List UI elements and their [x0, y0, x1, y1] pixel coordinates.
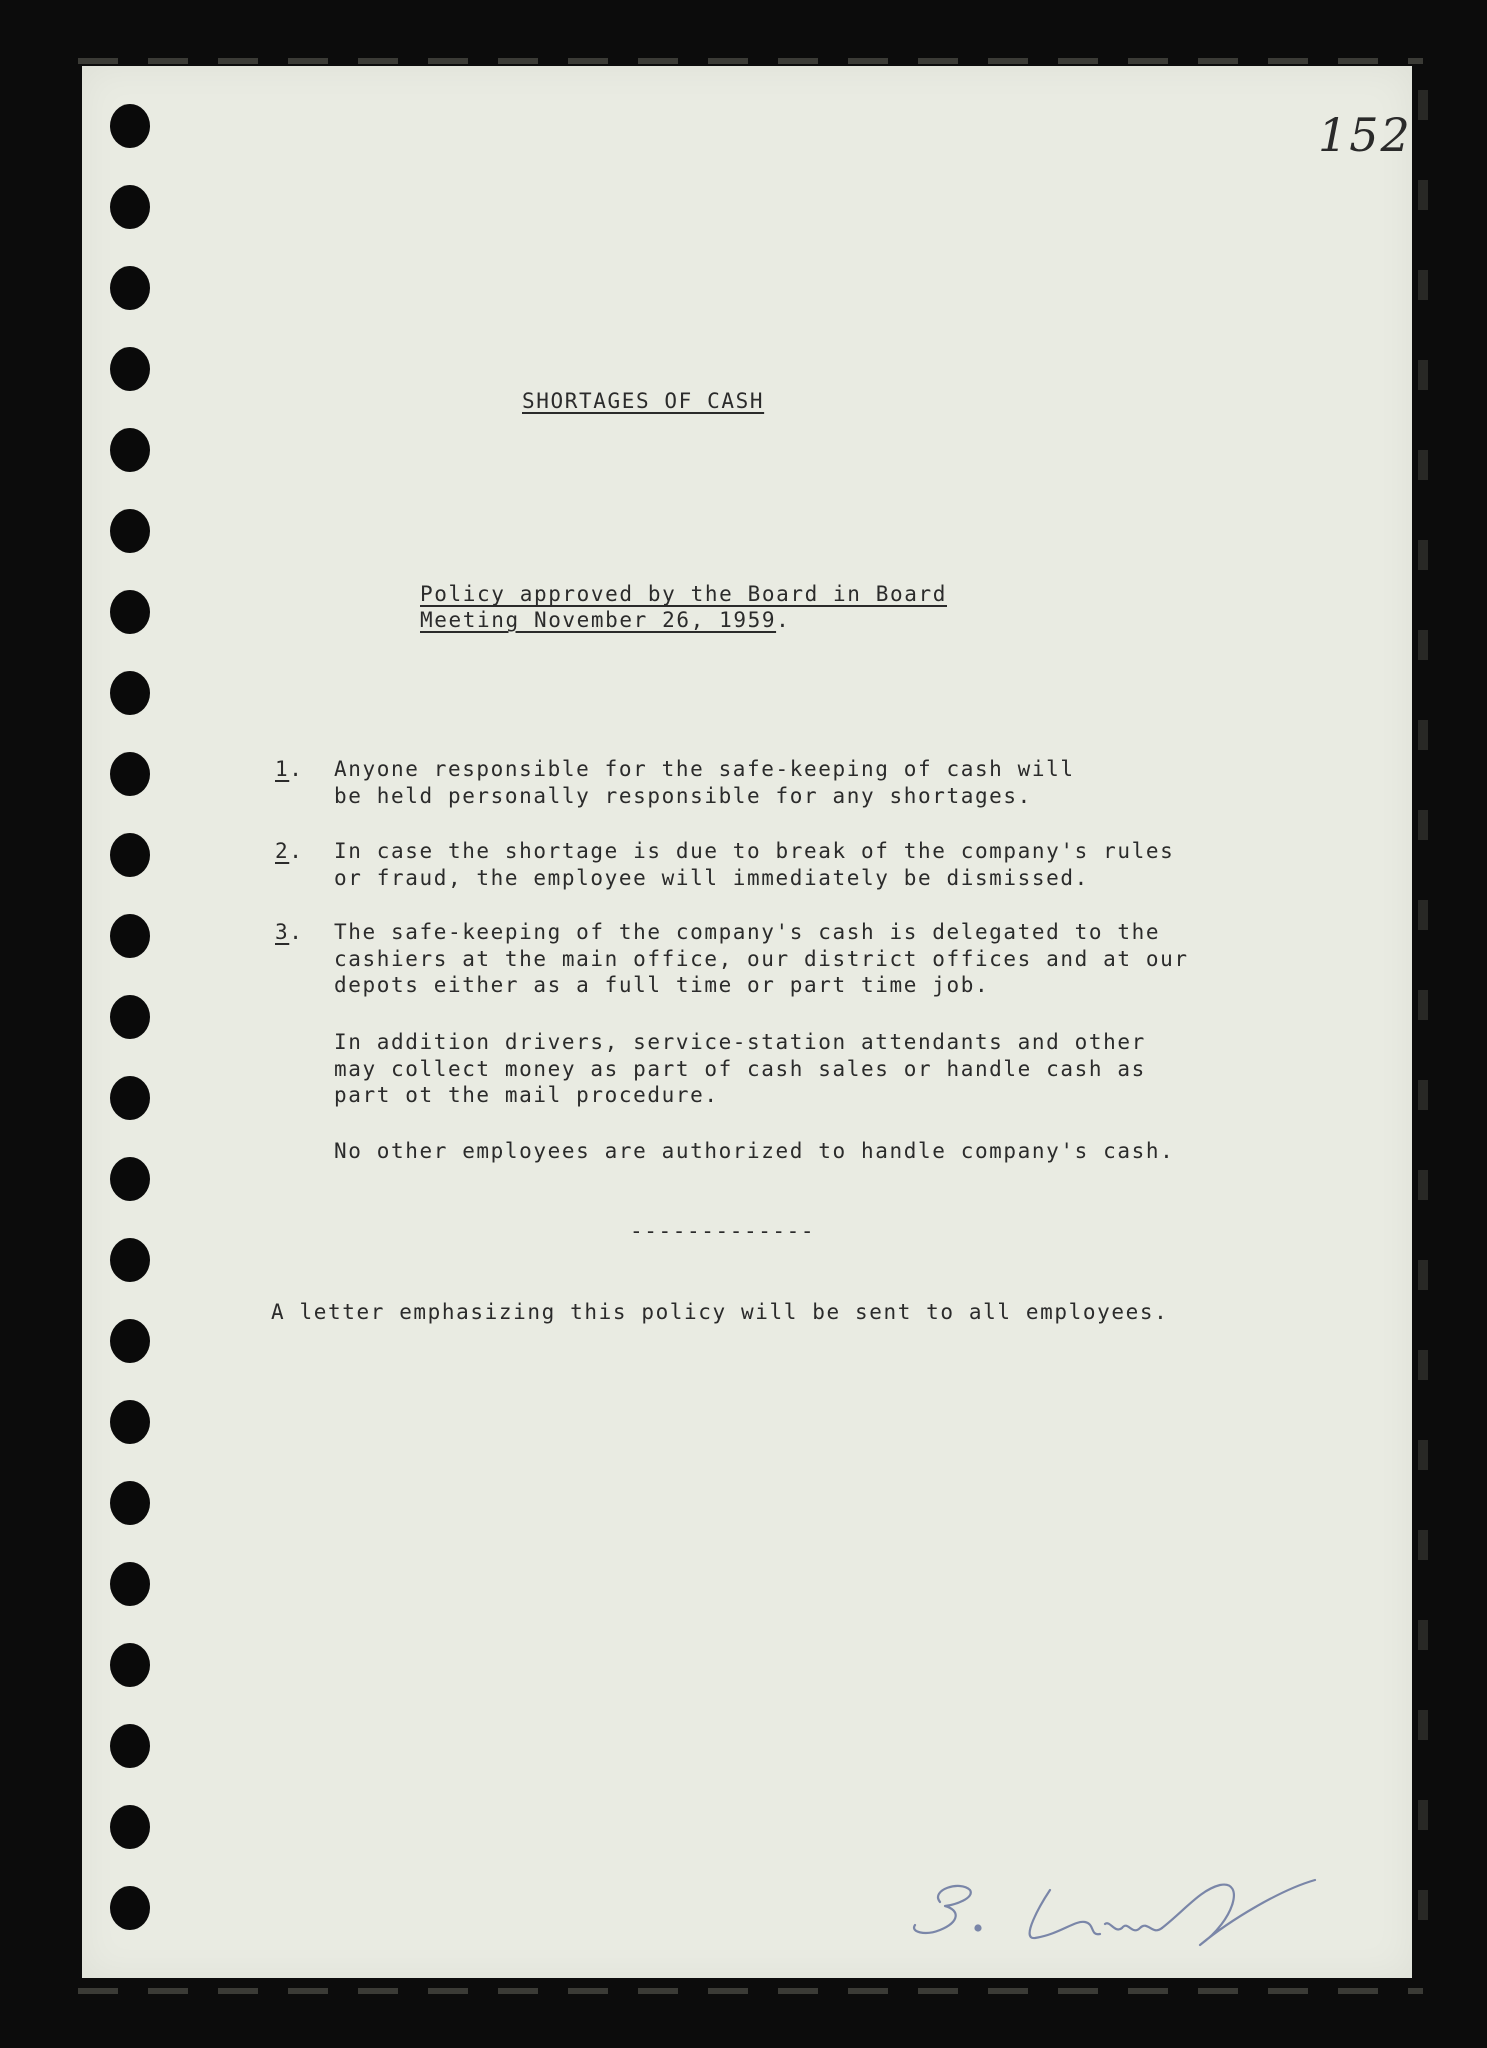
list-item-line: cashiers at the main office, our district offices and at our [334, 947, 1189, 971]
policy-note-line [420, 607, 790, 633]
paragraph-line: may collect money as part of cash sales or handle cash as [334, 1057, 1146, 1081]
policy-note-line: Policy approved by the Board in Board [420, 582, 947, 606]
list-item-number: 3. [275, 920, 304, 944]
scan-top-edge [78, 58, 1423, 64]
list-item-line: Anyone responsible for the safe-keeping of cash will [334, 757, 1075, 781]
punch-hole [110, 1481, 150, 1525]
list-item-line: or fraud, the employee will immediately be dismissed. [334, 866, 1089, 890]
paragraph-line: No other employees are authorized to handle company's cash. [334, 1139, 1175, 1163]
scan-bottom-edge [78, 1988, 1423, 1994]
punch-hole [110, 1157, 150, 1201]
punch-hole [110, 995, 150, 1039]
punch-hole [110, 266, 150, 310]
list-item-number: 1. [275, 757, 304, 781]
punch-hole [110, 1886, 150, 1930]
punch-hole [110, 1076, 150, 1120]
punch-hole [110, 590, 150, 634]
punch-hole [110, 185, 150, 229]
policy-note-period: . [776, 608, 791, 632]
punch-hole [110, 1238, 150, 1282]
punch-hole [110, 1805, 150, 1849]
punch-hole [110, 1643, 150, 1687]
punch-hole [110, 1724, 150, 1768]
list-item-line: depots either as a full time or part time job. [334, 973, 990, 997]
punch-hole [110, 104, 150, 148]
list-item-number: 2. [275, 839, 304, 863]
punch-hole [110, 752, 150, 796]
closing-statement: A letter emphasizing this policy will be sent to all employees. [271, 1300, 1169, 1324]
handwritten-signature [900, 1850, 1330, 1960]
scan-right-edge [1418, 90, 1428, 1970]
punch-hole [110, 509, 150, 553]
punch-hole [110, 1400, 150, 1444]
policy-note-date: Meeting November 26, 1959 [420, 608, 777, 632]
punch-hole [110, 1319, 150, 1363]
page-number: 152 [1318, 108, 1412, 162]
punch-hole [110, 914, 150, 958]
punch-hole [110, 1562, 150, 1606]
document-title: SHORTAGES OF CASH [522, 389, 765, 413]
list-item-line: In case the shortage is due to break of the company's rules [334, 839, 1175, 863]
document-page [82, 66, 1412, 1978]
punch-hole [110, 671, 150, 715]
paragraph-line: part ot the mail procedure. [334, 1083, 719, 1107]
punch-hole [110, 428, 150, 472]
punch-hole [110, 347, 150, 391]
list-item-line: The safe-keeping of the company's cash is delegated to the [334, 920, 1161, 944]
separator-line: ------------- [630, 1219, 816, 1243]
paragraph-line: In addition drivers, service-station attendants and other [334, 1030, 1146, 1054]
list-item-line: be held personally responsible for any shortages. [334, 784, 1032, 808]
punch-hole [110, 833, 150, 877]
